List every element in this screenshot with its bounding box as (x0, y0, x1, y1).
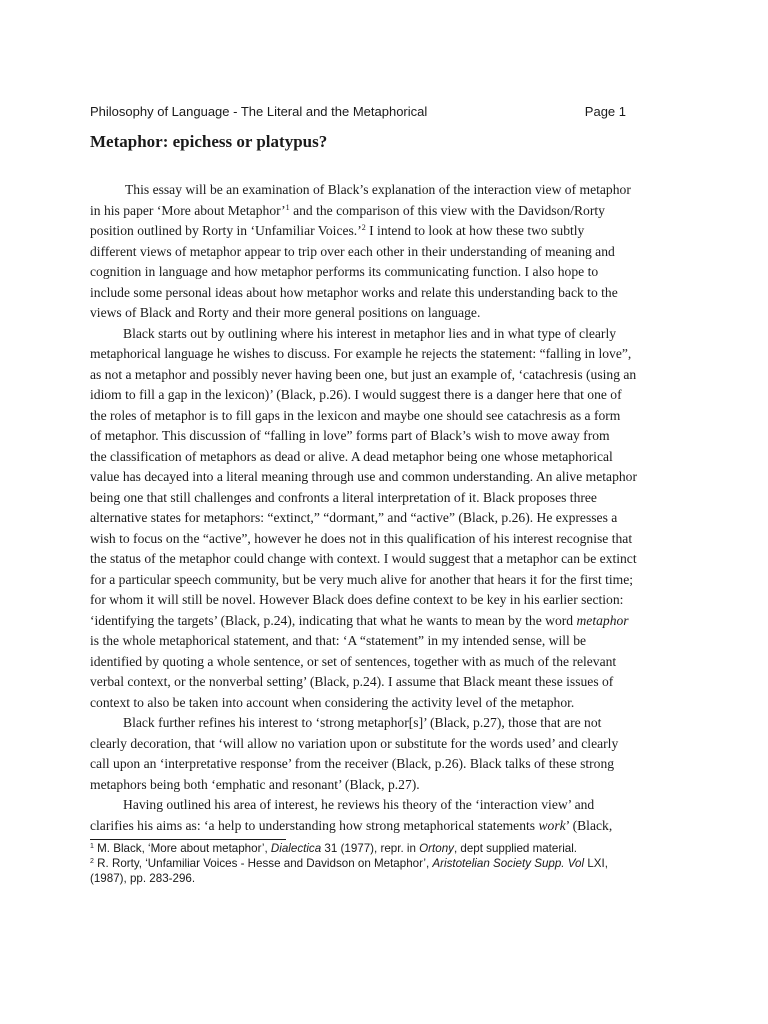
emphasis: Aristotelian Society Supp. Vol (432, 857, 585, 870)
text-line: is the whole metaphorical statement, and that: ‘A “statement” in my intended sense, will be (90, 633, 587, 648)
text-run: 31 (1977), repr. in (321, 842, 420, 855)
text-run: in his paper ‘More about Metaphor’ (90, 202, 286, 218)
footnote-ref-2[interactable]: 2 (361, 223, 366, 232)
footnotes (90, 841, 690, 886)
running-header (90, 104, 630, 119)
essay-title: Metaphor: epichess or platypus? (90, 132, 328, 151)
text-line: Black further refines his interest to ‘strong metaphor[s]’ (Black, p.27), those that are not (123, 715, 602, 730)
paragraph-4 (90, 795, 680, 836)
page-number: Page 1 (584, 104, 626, 119)
footnote-2-cont: (1987), pp. 283-296. (90, 872, 196, 885)
text-line: metaphorical language he wishes to discuss. For example he rejects the statement: “falling in love”, (90, 346, 632, 361)
text-line: clearly decoration, that ‘will allow no variation upon or substitute for the words used’ and clearly (90, 735, 619, 751)
text-line: for whom it will still be novel. However Black does define context to be key in his earlier section: (90, 592, 624, 607)
emphasis: work (538, 817, 566, 833)
text-line: identified by quoting a whole sentence, or set of sentences, together with as much of the relevant (90, 653, 617, 669)
text-line: wish to focus on the “active”, however he does not in this qualification of his interest recognise that (90, 530, 633, 546)
text-line: This essay will be an examination of Black’s explanation of the interaction view of metaphor (125, 182, 631, 197)
text-run: and the comparison of this view with the Davidson/Rorty (289, 202, 605, 218)
text-run: ’ (Black, (565, 817, 613, 833)
text-line: the classification of metaphors as dead or alive. A dead metaphor being one whose metaphorical (90, 448, 613, 464)
footnote-1 (90, 841, 690, 856)
text-line: of metaphor. This discussion of “falling in love” forms part of Black’s wish to move away from (90, 428, 610, 443)
essay-body (90, 180, 680, 836)
text-line: for a particular speech community, but be very much alive for another that hears it for the first time; (90, 571, 634, 587)
text-run: ‘identifying the targets’ (Black, p.24), indicating that what he wants to mean by the word (90, 612, 577, 628)
paragraph-1 (90, 180, 680, 324)
text-run: position outlined by Rorty in ‘Unfamiliar Voices.’ (90, 223, 362, 238)
paragraph-2 (90, 324, 680, 714)
text-line: alternative states for metaphors: “extinct,” “dormant,” and “active” (Black, p.26). He expresses a (90, 510, 618, 525)
paragraph-3 (90, 713, 680, 795)
text-line: different views of metaphor appear to trip over each other in their understanding of meaning and (90, 243, 615, 259)
text-line: the status of the metaphor could change with context. I would suggest that a metaphor can be extinct (90, 551, 637, 566)
text-line: value has decayed into a literal meaning through use and common understanding. An alive metaphor (90, 469, 637, 484)
text-line (90, 221, 680, 242)
footnote-marker: 2 (90, 858, 94, 865)
text-line (90, 201, 680, 222)
text-line: idiom to fill a gap in the lexicon)’ (Black, p.26). I would suggest there is a danger here that one of (90, 387, 622, 402)
text-run: R. Rorty, ‘Unfamiliar Voices - Hesse and Davidson on Metaphor’, (93, 857, 433, 870)
footnote-ref-1[interactable]: 1 (285, 202, 290, 212)
text-run: clarifies his aims as: ‘a help to understanding how strong metaphorical statements (90, 817, 539, 833)
text-run: I intend to look at how these two subtly (365, 223, 585, 238)
footnote-separator (90, 839, 286, 840)
text-line: Black starts out by outlining where his interest in metaphor lies and in what type of clearly (123, 325, 617, 341)
text-line: verbal context, or the nonverbal setting’ (Black, p.24). I assume that Black meant these issues of (90, 674, 614, 689)
text-line: call upon an ‘interpretative response’ from the receiver (Black, p.26). Black talks of these strong (90, 756, 615, 771)
course-title: Philosophy of Language - The Literal and the Metaphorical (90, 104, 428, 119)
emphasis: metaphor (576, 612, 629, 628)
text-run: LXI, (584, 857, 608, 870)
text-line (90, 816, 680, 837)
text-line: the roles of metaphor is to fill gaps in the lexicon and maybe one should see catachresis as a form (90, 407, 621, 423)
text-line: as not a metaphor and possibly never having been one, but just an example of, ‘catachresis (using an (90, 366, 637, 382)
text-run: M. Black, ‘More about metaphor’, (93, 842, 271, 855)
text-line: being one that still challenges and confronts a literal interpretation of it. Black proposes three (90, 489, 597, 505)
text-line: context to also be taken into account when considering the activity level of the metaphor. (90, 694, 575, 710)
text-line: metaphors being both ‘emphatic and resonant’ (Black, p.27). (90, 776, 420, 792)
emphasis: Ortony (419, 842, 454, 855)
emphasis: Dialectica (270, 842, 322, 855)
text-line: include some personal ideas about how metaphor works and relate this understanding back to the (90, 284, 618, 300)
text-line: cognition in language and how metaphor performs its communicating function. I also hope to (90, 264, 599, 279)
text-run: , dept supplied material. (453, 842, 578, 855)
footnote-marker: 1 (90, 843, 94, 850)
footnote-2 (90, 856, 690, 871)
text-line: views of Black and Rorty and their more general positions on language. (90, 305, 481, 320)
text-line (90, 611, 680, 632)
text-line: Having outlined his area of interest, he reviews his theory of the ‘interaction view’ and (123, 797, 595, 812)
